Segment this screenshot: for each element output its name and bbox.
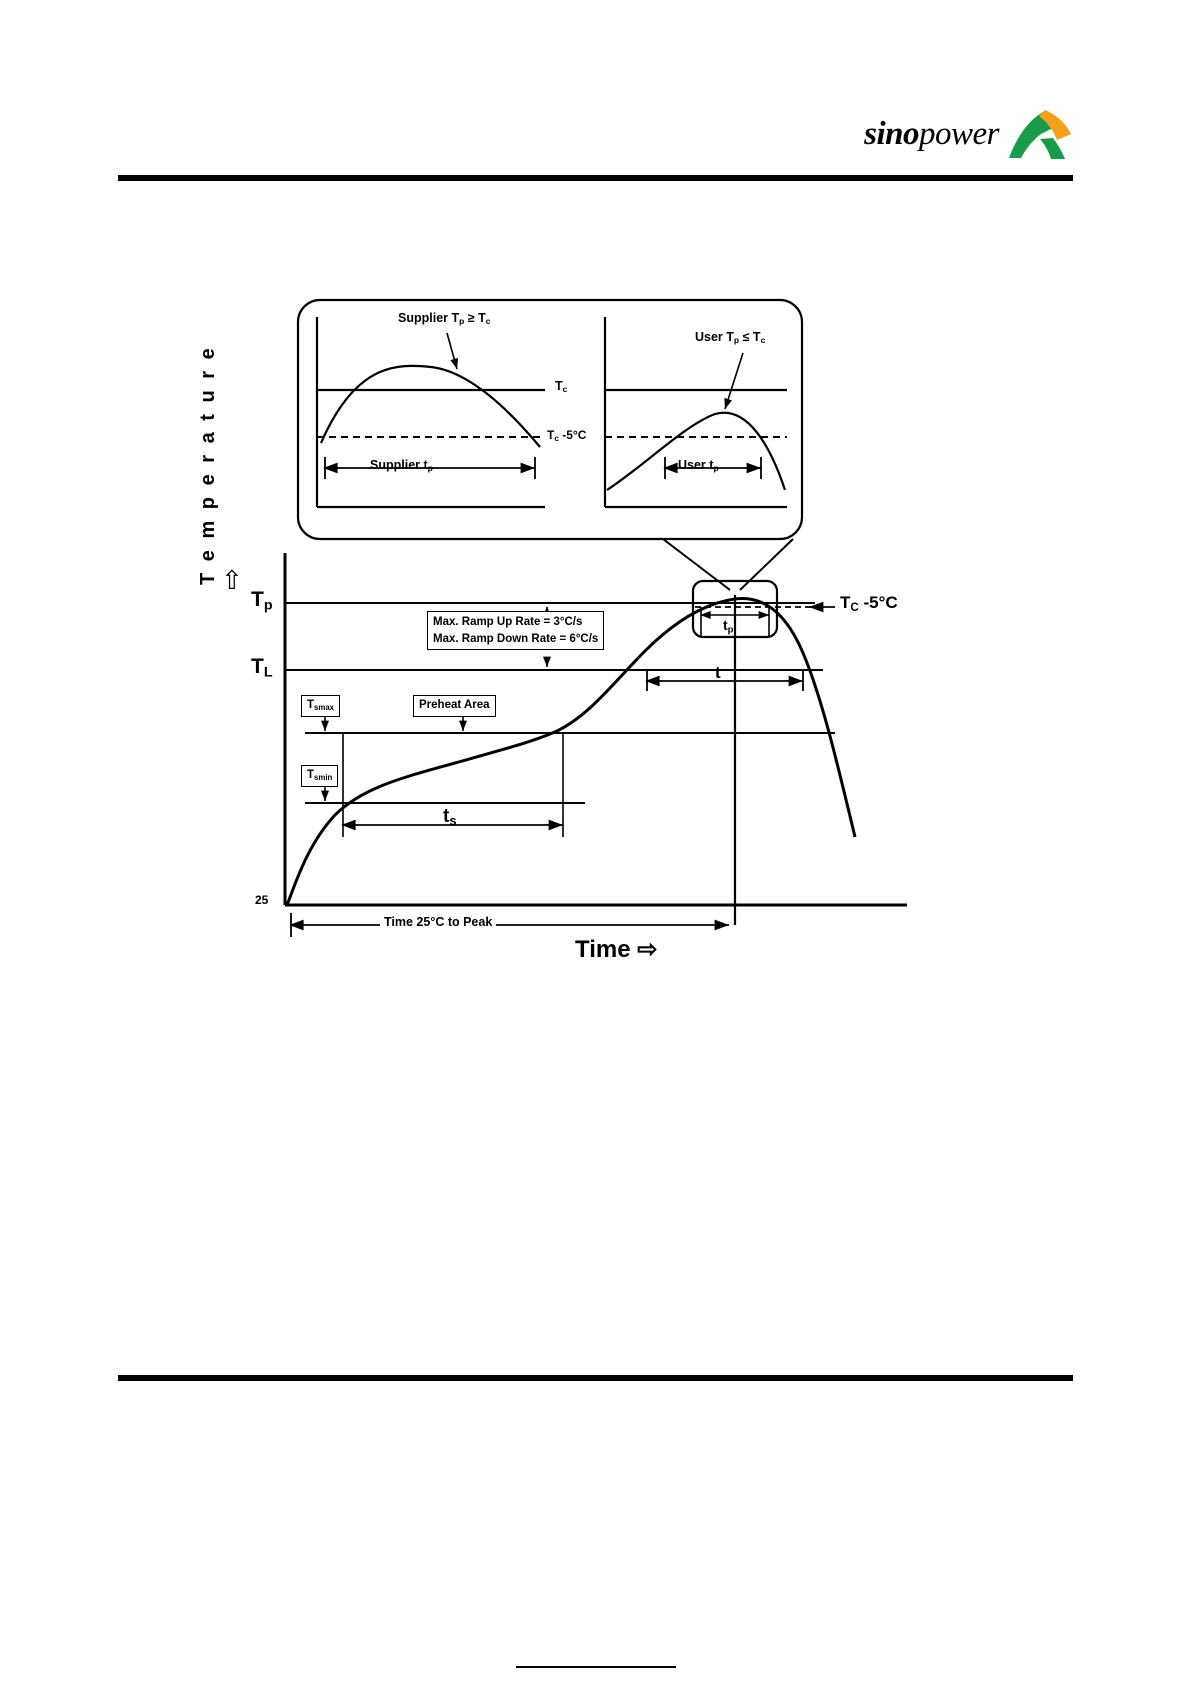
callout-right-bracket-label: User $t_p$ bbox=[678, 458, 719, 474]
x-axis-arrow-icon: ⇨ bbox=[637, 936, 658, 963]
brand-logo bbox=[864, 108, 1073, 160]
tc-minus-5c-label: $T_C$ -5°C bbox=[840, 593, 898, 614]
ramp-up-rate-text: Max. Ramp Up Rate = 3°C/s bbox=[433, 616, 583, 628]
footer-short-rule bbox=[516, 1666, 676, 1668]
sinopower-arrow-logo-icon bbox=[1007, 108, 1073, 160]
y-axis-arrow-icon: ⇧ bbox=[221, 565, 243, 595]
ts-dimension-label: $t_s$ bbox=[443, 806, 457, 829]
marker-tl-label: $T_L$ bbox=[251, 655, 273, 681]
footer-rule bbox=[118, 1375, 1073, 1381]
time-to-peak-label: Time 25°C to Peak bbox=[380, 915, 496, 929]
ramp-down-rate-text: Max. Ramp Down Rate = 6°C/s bbox=[433, 632, 599, 645]
logo-wordmark bbox=[864, 116, 999, 153]
y-axis-title: T e m p e r a t u r e bbox=[197, 345, 219, 585]
reflow-profile-figure bbox=[195, 285, 995, 975]
callout-left-heading: Supplier $T_p \ge T_c$ bbox=[398, 311, 491, 327]
callout-left-bracket-label: Supplier $t_p$ bbox=[370, 458, 433, 474]
header-rule bbox=[118, 175, 1073, 181]
logo-word-power: power bbox=[919, 115, 999, 152]
callout-tc-minus5-label: $T_c$ -5°C bbox=[547, 428, 587, 444]
callout-tc-label: $T_c$ bbox=[555, 379, 568, 395]
tp-dimension-label: $t_p$ bbox=[723, 617, 734, 636]
ramp-rate-box bbox=[427, 611, 604, 650]
y-axis-origin-tick: 25 bbox=[255, 893, 269, 907]
logo-word-sino: sino bbox=[864, 115, 919, 152]
x-axis-title: Time ⇨ bbox=[575, 936, 658, 963]
marker-tsmin-label: $T_{smin}$ bbox=[301, 765, 338, 787]
preheat-area-label: Preheat Area bbox=[413, 695, 496, 717]
callout-right-heading: User $T_p \le T_c$ bbox=[695, 330, 766, 346]
marker-tsmax-label: $T_{smax}$ bbox=[301, 695, 340, 717]
t-dimension-label: t bbox=[715, 663, 721, 682]
marker-tp-label: $T_p$ bbox=[251, 588, 273, 614]
